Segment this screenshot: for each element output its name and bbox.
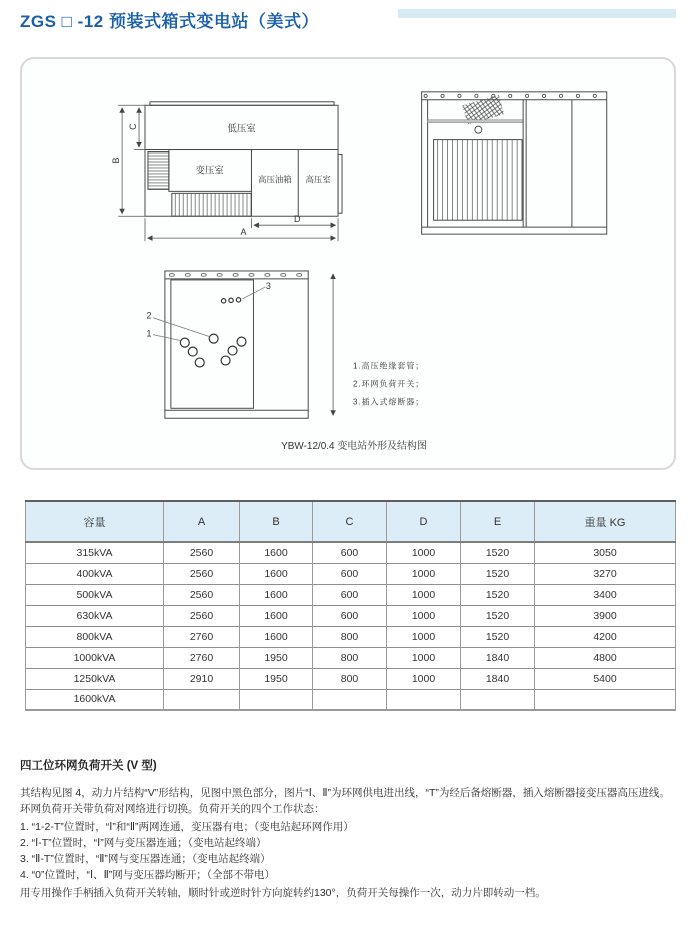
table-cell	[164, 689, 240, 710]
figure-caption: YBW-12/0.4 变电站外形及结构图	[281, 441, 427, 453]
work-state-item-4: 4. “0”位置时，“Ⅰ、Ⅱ”网与变压器均断开；（全部不带电）	[20, 869, 276, 881]
table-cell	[313, 689, 387, 710]
table-cell: 1520	[461, 542, 535, 563]
col-header-capacity: 容量	[26, 501, 164, 542]
table-cell: 1000	[387, 584, 461, 605]
col-header-weight: 重量 KG	[535, 501, 676, 542]
table-cell: 800kVA	[26, 626, 164, 647]
table-cell	[461, 689, 535, 710]
plan-dim-a-label: A	[240, 227, 247, 238]
table-row	[26, 668, 676, 689]
section-footer: 用专用操作手柄插入负荷开关转轴，顺时针或逆时针方向旋转约130°，负荷开关每操作一次，动力片即转动一档。	[20, 887, 546, 899]
section-heading: 四工位环网负荷开关 (V 型)	[20, 760, 157, 772]
elevation-bar	[428, 120, 524, 123]
plan-label-hv-room: 高压室	[305, 174, 331, 185]
spec-table	[25, 500, 676, 711]
col-header-a: A	[164, 501, 240, 542]
col-header-d: D	[387, 501, 461, 542]
plan-view-drawing	[145, 102, 342, 216]
table-cell: 1000	[387, 626, 461, 647]
title-accent-bar	[398, 9, 676, 18]
table-row	[26, 563, 676, 584]
plan-dim-b-label: B	[111, 157, 122, 164]
table-cell: 2560	[164, 563, 240, 584]
table-cell: 4800	[535, 647, 676, 668]
table-cell: 1000	[387, 647, 461, 668]
table-cell: 500kVA	[26, 584, 164, 605]
table-cell: 2560	[164, 584, 240, 605]
table-cell: 3900	[535, 605, 676, 626]
table-cell: 1600kVA	[26, 689, 164, 710]
table-cell: 1600	[240, 605, 313, 626]
table-cell: 2760	[164, 647, 240, 668]
figure-drawing	[22, 59, 674, 468]
callout-leader-lines	[153, 287, 265, 341]
table-cell: 2560	[164, 542, 240, 563]
col-header-c: C	[313, 501, 387, 542]
structure-bolt-row	[169, 274, 302, 277]
section-paragraph: 其结构见图 4，动力片结构“V”形结构，见图中黑色部分，图片“Ⅰ、Ⅱ”为环网供电进出线，“T”为经后备熔断器，插入熔断器接变压器高压进线。环网负荷开关带负荷对网络进行切换。负荷开关的四个工作状态：	[20, 787, 670, 815]
table-cell: 800	[313, 647, 387, 668]
table-cell: 5400	[535, 668, 676, 689]
table-cell: 800	[313, 668, 387, 689]
table-cell: 1520	[461, 605, 535, 626]
table-cell: 3400	[535, 584, 676, 605]
table-row	[26, 542, 676, 563]
table-cell: 800	[313, 626, 387, 647]
table-cell: 1000	[387, 668, 461, 689]
table-row	[26, 626, 676, 647]
work-state-item-3: 3. “Ⅱ-T”位置时，“Ⅱ”网与变压器连通；（变电站起终端）	[20, 853, 271, 865]
louver-panel	[434, 140, 523, 221]
table-cell: 2910	[164, 668, 240, 689]
table-row	[26, 647, 676, 668]
table-cell: 2760	[164, 626, 240, 647]
elevation-knob	[475, 126, 482, 133]
table-cell	[387, 689, 461, 710]
figure-panel	[20, 57, 676, 470]
plan-dim-d-label: D	[294, 214, 301, 225]
col-header-e: E	[461, 501, 535, 542]
plan-label-hv-oil-tank: 高压油箱	[257, 174, 292, 185]
plan-label-low-voltage-room: 低压室	[227, 123, 256, 135]
plan-dim-c-label: C	[128, 123, 139, 130]
table-cell: 1000kVA	[26, 647, 164, 668]
work-state-item-1: 1. “1-2-T”位置时，“Ⅰ”和“Ⅱ”两网连通，变压器有电；（变电站起环网作用）	[20, 821, 354, 833]
table-cell: 600	[313, 584, 387, 605]
table-cell: 600	[313, 542, 387, 563]
callout-1: 1	[146, 328, 152, 339]
table-cell: 1000	[387, 563, 461, 584]
table-cell: 1250kVA	[26, 668, 164, 689]
table-cell: 600	[313, 563, 387, 584]
structure-drawing	[153, 271, 333, 418]
table-cell: 1520	[461, 563, 535, 584]
description-section	[20, 758, 678, 901]
work-state-item-2: 2. “Ⅰ-T”位置时，“Ⅰ”网与变压器连通；（变电站起终端）	[20, 837, 267, 849]
table-cell: 1950	[240, 668, 313, 689]
fuse-bushing-circles	[180, 298, 246, 367]
legend-item-3: 3.插入式熔断器；	[352, 397, 425, 407]
table-cell: 1520	[461, 626, 535, 647]
callout-2: 2	[146, 310, 152, 321]
table-cell: 4200	[535, 626, 676, 647]
plan-right-tab	[338, 155, 342, 214]
callout-3: 3	[265, 280, 271, 291]
table-cell: 3050	[535, 542, 676, 563]
table-cell: 3270	[535, 563, 676, 584]
plan-left-hatch	[148, 152, 169, 190]
table-cell: 1600	[240, 626, 313, 647]
table-cell: 1520	[461, 584, 535, 605]
table-cell: 1840	[461, 647, 535, 668]
table-cell: 1000	[387, 542, 461, 563]
page-title: ZGS □ -12 预装式箱式变电站（美式）	[20, 12, 319, 31]
table-row	[26, 689, 676, 710]
table-cell	[535, 689, 676, 710]
table-cell: 1600	[240, 563, 313, 584]
elevation-drawing	[422, 92, 607, 234]
legend-item-1: 1.高压绝缘套管；	[352, 361, 425, 371]
table-cell: 1840	[461, 668, 535, 689]
plan-label-transformer-room: 变压室	[195, 165, 224, 177]
table-cell: 1600	[240, 584, 313, 605]
table-cell: 1600	[240, 542, 313, 563]
table-cell: 315kVA	[26, 542, 164, 563]
table-cell: 1000	[387, 605, 461, 626]
table-cell: 1950	[240, 647, 313, 668]
table-cell: 400kVA	[26, 563, 164, 584]
table-row	[26, 605, 676, 626]
legend-item-2: 2.环网负荷开关；	[352, 379, 425, 389]
plan-bottom-hatch	[172, 193, 252, 216]
table-cell: 630kVA	[26, 605, 164, 626]
col-header-b: B	[240, 501, 313, 542]
plan-roof-edge	[150, 102, 334, 105]
table-cell	[240, 689, 313, 710]
table-header-row	[26, 501, 676, 542]
table-cell: 2560	[164, 605, 240, 626]
elevation-bolt-row	[424, 94, 596, 97]
table-row	[26, 584, 676, 605]
table-cell: 600	[313, 605, 387, 626]
